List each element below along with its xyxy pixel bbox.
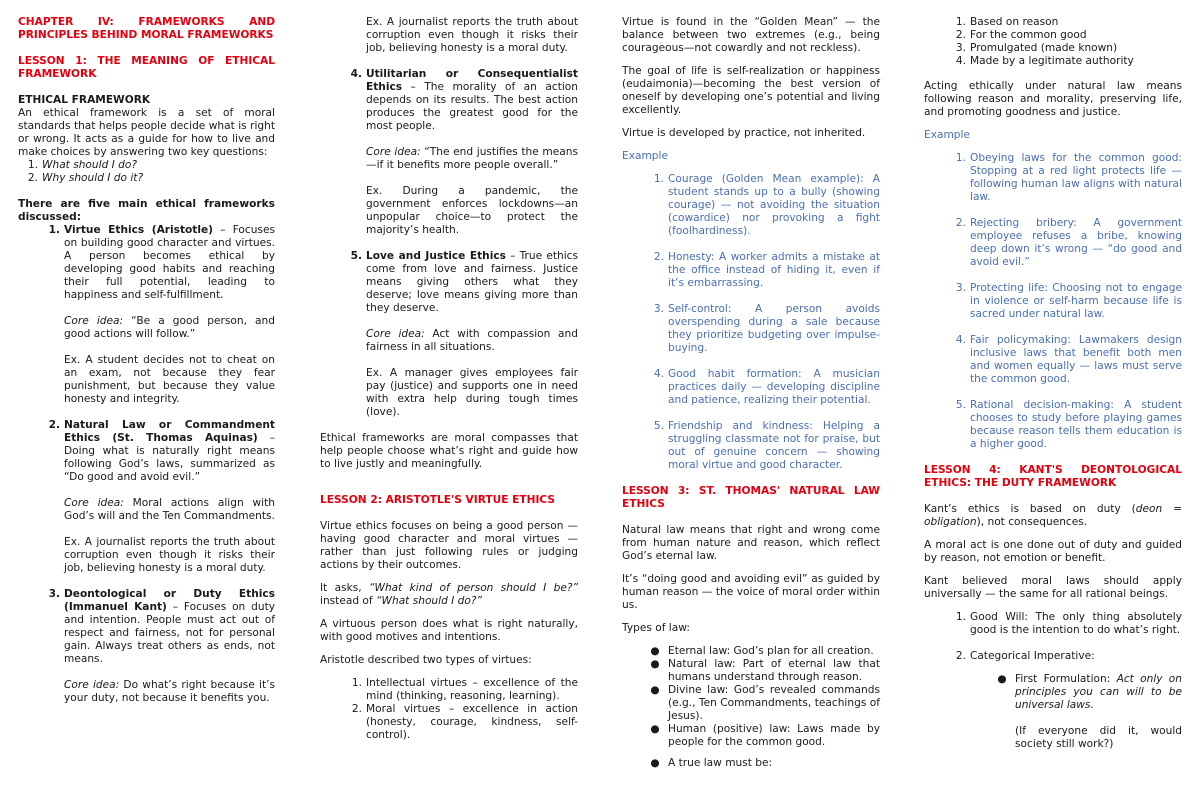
- column-2: [320, 16, 578, 750]
- ethical-framework-definition: An ethical framework is a set of moral standards that helps people decide what is right or wrong. It acts as a guide for how to live and make choices by answering two key questions:: [18, 107, 275, 158]
- list-item: ● A true law must be:: [650, 757, 773, 769]
- list-item: 3. Promulgated (made known): [955, 42, 1118, 54]
- universal-law-text: Kant believed moral laws should apply universally — the same for all rational beings.: [924, 575, 1182, 600]
- types-of-law-label: Types of law:: [622, 622, 690, 634]
- acting-ethically-text: Acting ethically under natural law means following reason and morality, preserving life, and promoting goodness and justice.: [924, 80, 1182, 118]
- lesson-4-title: LESSON 4: KANT'S DEONTOLOGICAL ETHICS: THE DUTY FRAMEWORK: [924, 464, 1182, 489]
- framework-item-natural-law: 2. Natural Law or Commandment Ethics (St. Thomas Aquinas) – Doing what is naturally right means following God’s laws, summarized as “Do good and avoid evil.” Core idea: Moral actions align with God’s will and the Ten Commandments. Ex. A journalist reports the truth about corruption even though it risks their job, believing honesty is a moral duty.: [48, 419, 275, 574]
- frameworks-list-continued: [320, 16, 578, 419]
- example-label: Example: [924, 129, 970, 141]
- framework-item-virtue: 1. Virtue Ethics (Aristotle) – Focuses on building good character and virtues. A person becomes ethical by developing good habits and reaching their full potential, leading to happiness and self-fulfillment. Core idea: “Be a good person, and good actions will follow.” Ex. A student decides not to cheat on an exam, not because they fear punishment, but because they value honesty and integrity.: [48, 224, 275, 405]
- list-item: 1. Good Will: The only thing absolutely good is the intention to do what’s right.: [955, 611, 1182, 636]
- list-item: 1. Courage (Golden Mean example): A student stands up to a bully (showing courage) — not avoiding the situation (cowardice) nor provoking a fight (foolhardiness).: [653, 173, 880, 237]
- list-item: ● Divine law: God’s revealed commands (e.g., Ten Commandments, teachings of Jesus).: [650, 684, 880, 722]
- list-item: 2. Categorical Imperative: ● First Formulation: Act only on principles you can will to be universal laws. (If everyone did it, would society still work?): [955, 650, 1183, 750]
- frameworks-list: [18, 224, 275, 705]
- column-1: [18, 16, 275, 718]
- moral-act-text: A moral act is one done out of duty and guided by reason, not emotion or benefit.: [924, 539, 1182, 564]
- list-item: 1. Based on reason: [955, 16, 1059, 28]
- list-item: 5. Rational decision-making: A student chooses to study before playing games because reason tells them education is a higher good.: [955, 399, 1182, 450]
- list-item: 2. Moral virtues – excellence in action (honesty, courage, kindness, self-control).: [351, 703, 578, 741]
- column-4: [924, 16, 1182, 764]
- lesson-2-title: LESSON 2: ARISTOTLE'S VIRTUE ETHICS: [320, 494, 556, 506]
- chapter-title: CHAPTER IV: FRAMEWORKS AND PRINCIPLES BEHIND MORAL FRAMEWORKS: [18, 16, 275, 41]
- list-item: 5. Friendship and kindness: Helping a struggling classmate not for praise, but out of genuine concern — showing moral virtue and good character.: [653, 420, 880, 471]
- column-3: [622, 16, 880, 778]
- virtuous-person-text: A virtuous person does what is right naturally, with good motives and intentions.: [320, 618, 578, 643]
- five-frameworks-intro: There are five main ethical frameworks discussed:: [18, 198, 275, 223]
- natural-law-examples-list: [924, 152, 1182, 451]
- lesson-1-title: LESSON 1: THE MEANING OF ETHICAL FRAMEWORK: [18, 55, 275, 80]
- true-law-list: [622, 757, 880, 770]
- golden-mean-text: Virtue is found in the “Golden Mean” — the balance between two extremes (e.g., being courageous—not cowardly and not reckless).: [622, 16, 880, 54]
- lesson-3-title: LESSON 3: ST. THOMAS' NATURAL LAW ETHICS: [622, 485, 880, 510]
- list-item: 2. For the common good: [955, 29, 1087, 41]
- list-item: 2. Why should I do it?: [27, 172, 144, 184]
- key-questions-list: [18, 159, 275, 185]
- law-requirements-list: [924, 16, 1182, 68]
- virtue-ethics-definition: Virtue ethics focuses on being a good person — having good character and moral virtues — rather than just following rules or judging actions by their outcomes.: [320, 520, 578, 571]
- list-item: ● Human (positive) law: Laws made by people for the common good.: [650, 723, 880, 748]
- virtue-ethics-question: It asks, “What kind of person should I be?” instead of “What should I do?”: [320, 582, 578, 607]
- ethical-framework-heading: ETHICAL FRAMEWORK: [18, 94, 151, 106]
- virtue-types-list: [320, 677, 578, 742]
- practice-text: Virtue is developed by practice, not inherited.: [622, 127, 866, 139]
- kant-duty-text: Kant’s ethics is based on duty (deon = obligation), not consequences.: [924, 503, 1183, 528]
- list-item: 2. Rejecting bribery: A government employee refuses a bribe, knowing deep down it’s wrong — “do good and avoid evil.”: [955, 217, 1182, 268]
- list-item: ● Natural law: Part of eternal law that humans understand through reason.: [650, 658, 880, 683]
- list-item: 1. Intellectual virtues – excellence of the mind (thinking, reasoning, learning).: [351, 677, 578, 702]
- frameworks-summary: Ethical frameworks are moral compasses that help people choose what’s right and guide how to live justly and meaningfully.: [320, 432, 578, 470]
- types-of-law-list: [622, 645, 880, 749]
- two-types-intro: Aristotle described two types of virtues:: [320, 654, 532, 666]
- list-item: 1. What should I do?: [27, 159, 137, 171]
- list-item: ● First Formulation: Act only on principles you can will to be universal laws. (If everyone did it, would society still work?): [997, 673, 1183, 750]
- example-label: Example: [622, 150, 668, 162]
- framework-item-utilitarian: 4. Utilitarian or Consequentialist Ethics – The morality of an action depends on its results. The best action produces the greatest good for the most people. Core idea: “The end justifies the means—if it benefits more people overall.” Ex. During a pandemic, the government enforces lockdowns—an unpopular choice—to protect the majority’s health.: [350, 68, 578, 236]
- list-item: 2. Honesty: A worker admits a mistake at the office instead of hiding it, even if it’s embarrassing.: [653, 251, 880, 289]
- kant-principles-list: [924, 611, 1182, 751]
- natural-law-doing-good: It’s “doing good and avoiding evil” as guided by human reason — the voice of moral order within us.: [622, 573, 880, 611]
- list-item: 3. Self-control: A person avoids overspending during a sale because they prioritize budgeting over impulse-buying.: [653, 303, 880, 354]
- list-item: ● Eternal law: God’s plan for all creation.: [650, 645, 874, 657]
- virtue-examples-list: [622, 173, 880, 472]
- formulation-list: [970, 673, 1182, 751]
- goal-of-life-text: The goal of life is self-realization or happiness (eudaimonia)—becoming the best version of oneself by developing one’s potential and living excellently.: [622, 65, 880, 116]
- list-item: 3. Protecting life: Choosing not to engage in violence or self-harm because life is sacred under natural law.: [955, 282, 1182, 320]
- framework-item-love-justice: 5. Love and Justice Ethics – True ethics come from love and fairness. Justice means giving others what they deserve; love means giving more than they deserve. Core idea: Act with compassion and fairness in all situations. Ex. A manager gives employees fair pay (justice) and supports one in need with extra help during tough times (love).: [350, 250, 579, 418]
- list-item: Ex. A journalist reports the truth about corruption even though it risks their job, believing honesty is a moral duty.: [366, 16, 578, 54]
- list-item: 4. Fair policymaking: Lawmakers design inclusive laws that benefit both men and women equally — laws must serve the common good.: [955, 334, 1182, 385]
- list-item: 1. Obeying laws for the common good: Stopping at a red light protects life — following human law aligns with natural law.: [955, 152, 1182, 203]
- natural-law-definition: Natural law means that right and wrong come from human nature and reason, which reflect God’s eternal law.: [622, 524, 880, 562]
- list-item: 4. Good habit formation: A musician practices daily — developing discipline and patience, realizing their potential.: [653, 368, 880, 406]
- framework-item-deontological: 3. Deontological or Duty Ethics (Immanuel Kant) – Focuses on duty and intention. People must act out of respect and fairness, not for personal gain. Always treat others as ends, not means. Core idea: Do what’s right because it’s your duty, not because it benefits you.: [48, 588, 275, 704]
- list-item: 4. Made by a legitimate authority: [955, 55, 1134, 67]
